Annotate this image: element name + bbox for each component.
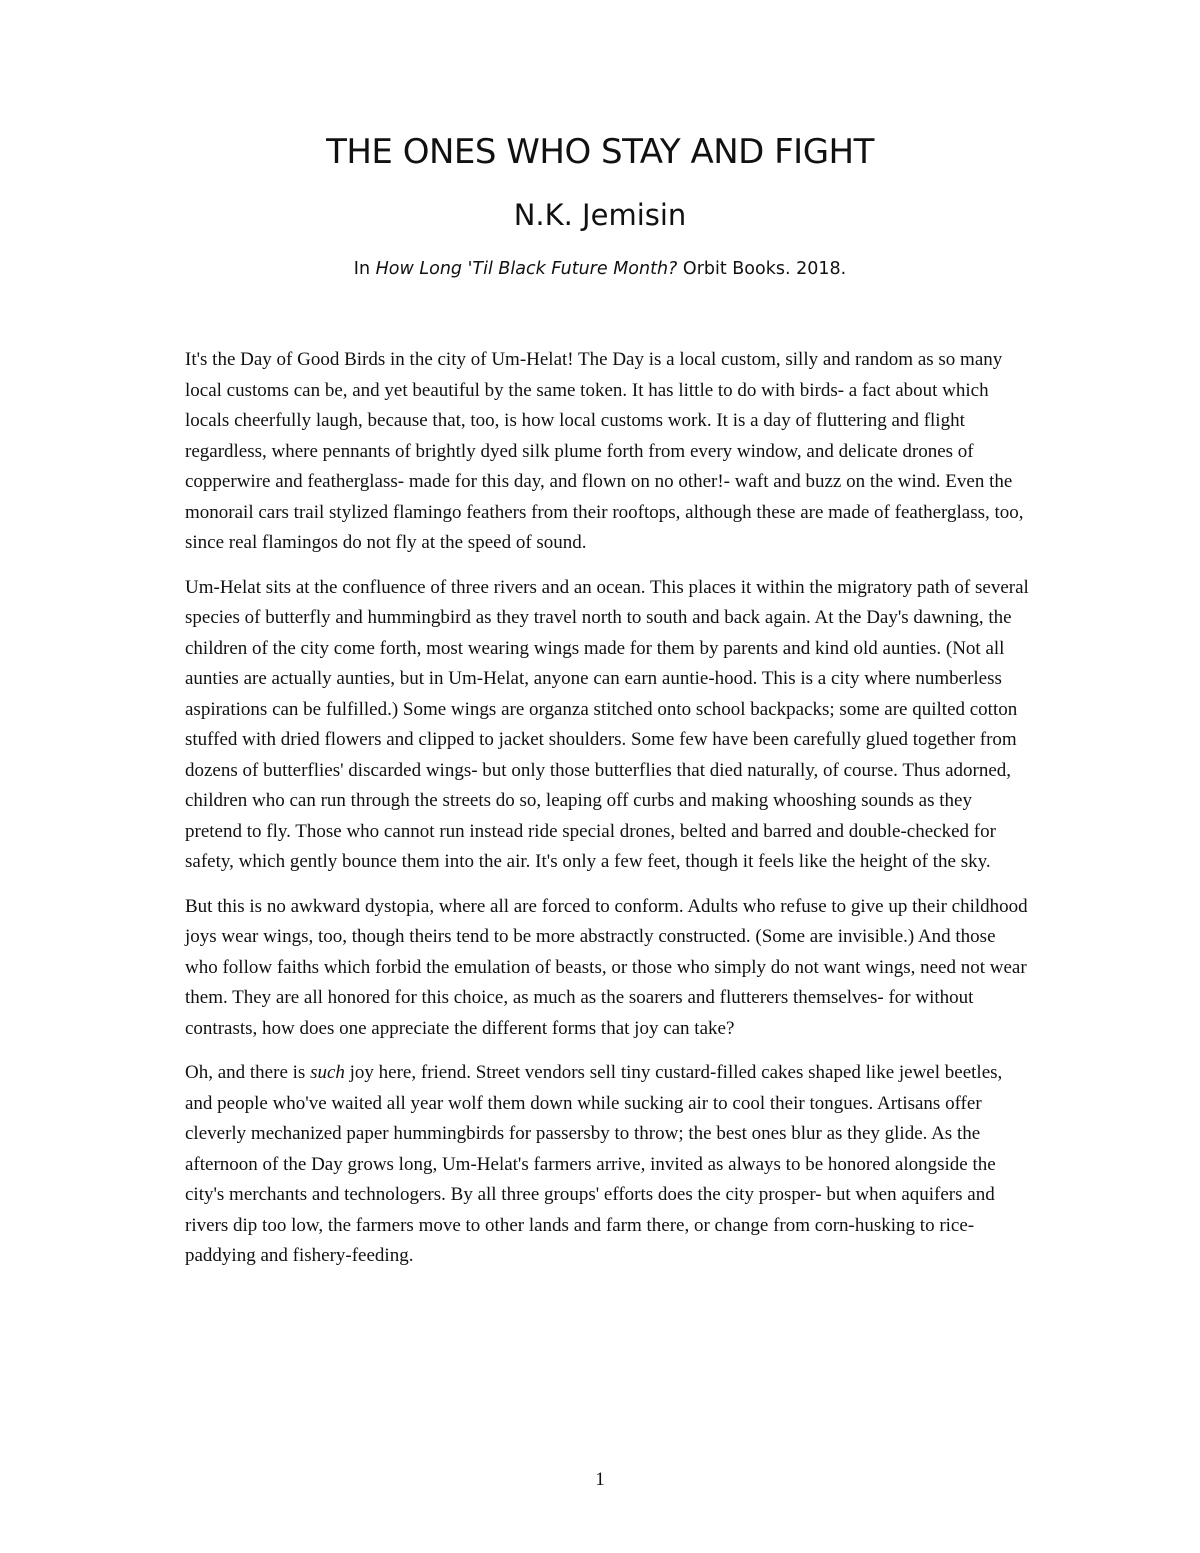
citation-prefix: In [353,259,376,279]
paragraph-3: But this is no awkward dystopia, where all are forced to conform. Adults who refuse to give up their childhood joys wear wings, too, though theirs tend to be more abstractly constructed. (Some are invisible.) And those who follow faiths which forbid the emulation of beasts, or those who simply do not want wings, need not wear them. They are all honored for this choice, as much as the soarers and flutterers themselves- for without contrasts, how does one appreciate the different forms that joy can take? [185,895,1028,1039]
citation-book-title: How Long 'Til Black Future Month? [375,259,678,279]
paragraph-4-rest: joy here, friend. Street vendors sell tiny custard-filled cakes shaped like jewel beetles, and people who've waited all year wolf them down while sucking air to cool their tongues. Artisans offer cleverly mechanized paper hummingbirds for passersby to throw; the best ones blur as they glide. As the afternoon of the Day grows long, Um-Helat's farmers arrive, invited as always to be honored alongside the city's merchants and technologers. By all three groups' efforts does the city prosper- but when aquifers and rivers dip too low, the farmers move to other lands and farm there, or change from corn-husking to rice-paddying and fishery-feeding. [185,1062,1003,1266]
story-body [185,345,1030,1286]
paragraph-2: Um-Helat sits at the confluence of three rivers and an ocean. This places it within the migratory path of several species of butterfly and hummingbird as they travel north to south and back again. At the Day's dawning, the children of the city come forth, most wearing wings made for them by parents and kind old aunties. (Not all aunties are actually aunties, but in Um-Helat, anyone can earn auntie-hood. This is a city where numberless aspirations can be fulfilled.) Some wings are organza stitched onto school backpacks; some are quilted cotton stuffed with dried flowers and clipped to jacket shoulders. Some few have been carefully glued together from dozens of butterflies' discarded wings- but only those butterflies that died naturally, of course. Thus adorned, children who can run through the streets do so, leaping off curbs and making whooshing sounds as they pretend to fly. Those who cannot run instead ride special drones, belted and barred and double-checked for safety, which gently bounce them into the air. It's only a few feet, though it feels like the height of the sky. [185,576,1029,872]
story-title: THE ONES WHO STAY AND FIGHT [326,132,874,172]
citation-publisher: Orbit Books. 2018. [677,259,847,279]
citation [0,259,1200,279]
author-name: N.K. Jemisin [513,198,687,232]
paragraph-4-start: Oh, and there is [185,1062,311,1083]
paragraph-1: It's the Day of Good Birds in the city of Um-Helat! The Day is a local custom, silly and random as so many local customs can be, and yet beautiful by the same token. It has little to do with birds- a fact about which locals cheerfully laugh, because that, too, is how local customs work. It is a day of fluttering and flight regardless, where pennants of brightly dyed silk plume forth from every window, and delicate drones of copperwire and featherglass- made for this day, and flown on no other!- waft and buzz on the wind. Even the monorail cars trail stylized flamingo feathers from their rooftops, although these are made of featherglass, too, since real flamingos do not fly at the speed of sound. [185,349,1024,553]
paragraph-4-emphasis: such [310,1062,345,1083]
paragraph-4 [185,1058,1030,1272]
page-number: 1 [595,1469,605,1490]
